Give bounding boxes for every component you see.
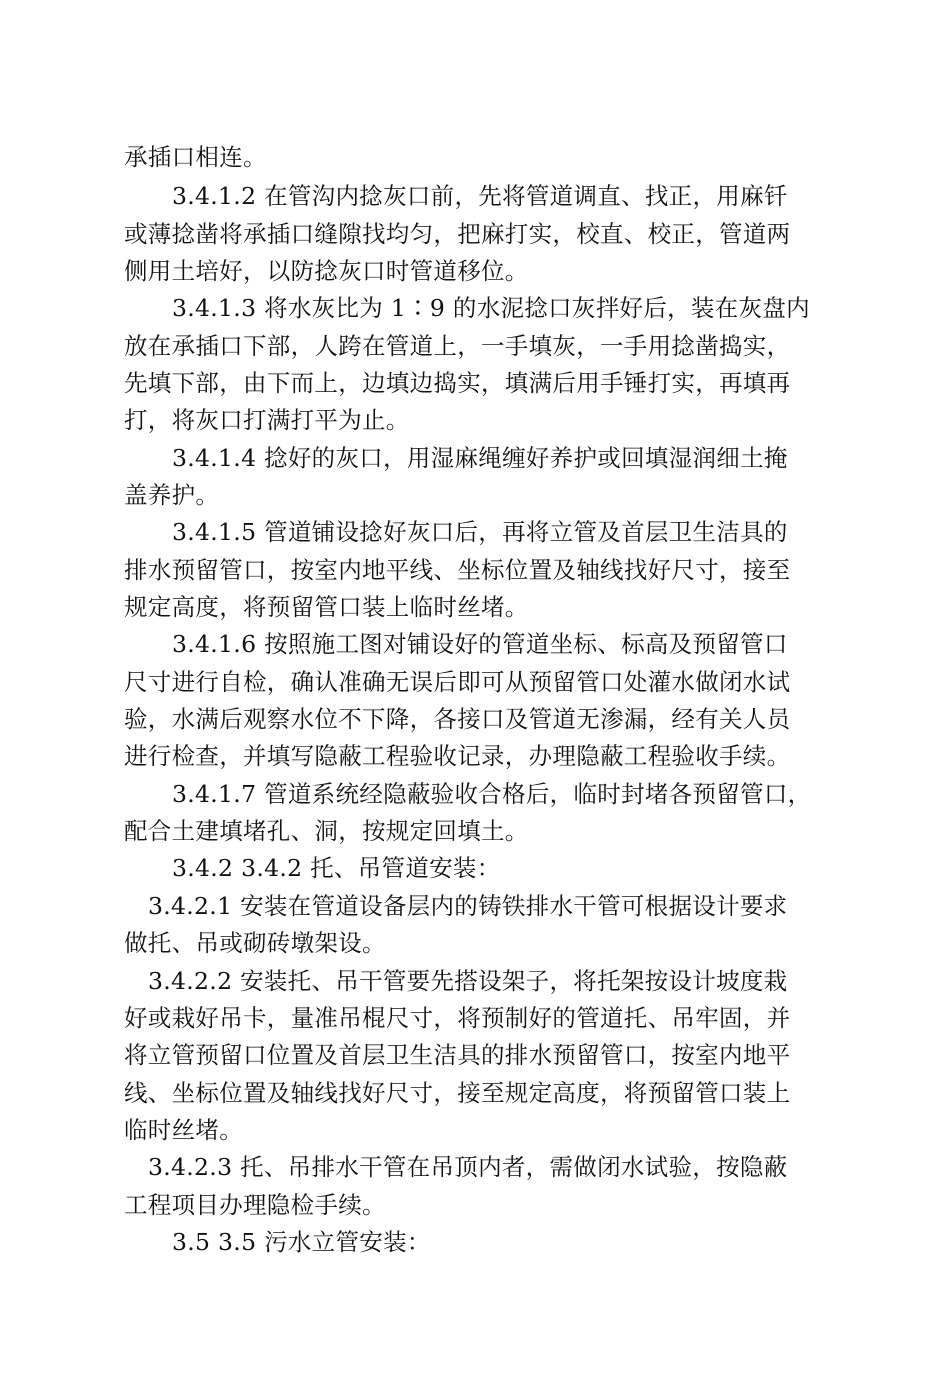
text-line: 线、坐标位置及轴线找好尺寸，接至规定高度，将预留管口装上 <box>124 1079 791 1107</box>
text-line: 盖养护。 <box>124 481 220 509</box>
text-line: 排水预留管口，按室内地平线、坐标位置及轴线找好尺寸，接至 <box>124 556 791 584</box>
text-line: 工程项目办理隐检手续。 <box>124 1191 386 1219</box>
text-line: 3.4.1.2 在管沟内捻灰口前，先将管道调直、找正，用麻钎 <box>172 182 788 210</box>
text-line: 验，水满后观察水位不下降，各接口及管道无渗漏，经有关人员 <box>124 705 791 733</box>
text-line: 好或栽好吊卡，量准吊棍尺寸，将预制好的管道托、吊牢固，并 <box>124 1004 791 1032</box>
text-line: 3.4.1.6 按照施工图对铺设好的管道坐标、标高及预留管口 <box>172 630 788 658</box>
text-line: 3.4.2.3 托、吊排水干管在吊顶内者，需做闭水试验，按隐蔽 <box>148 1153 788 1181</box>
text-line: 3.4.2.1 安装在管道设备层内的铸铁排水干管可根据设计要求 <box>148 892 788 920</box>
section-heading: 3.4.2 3.4.2 托、吊管道安装： <box>172 854 501 882</box>
section-heading: 3.5 3.5 污水立管安装： <box>172 1228 431 1256</box>
text-line: 先填下部，由下而上，边填边捣实，填满后用手锤打实，再填再 <box>124 369 791 397</box>
text-line: 打，将灰口打满打平为止。 <box>124 406 410 434</box>
text-line: 将立管预留口位置及首层卫生洁具的排水预留管口，按室内地平 <box>124 1041 791 1069</box>
text-line: 临时丝堵。 <box>124 1116 243 1144</box>
text-line: 3.4.1.7 管道系统经隐蔽验收合格后，临时封堵各预留管口， <box>172 780 812 808</box>
text-line: 尺寸进行自检，确认准确无误后即可从预留管口处灌水做闭水试 <box>124 668 791 696</box>
text-line: 规定高度，将预留管口装上临时丝堵。 <box>124 593 529 621</box>
text-line: 3.4.1.3 将水灰比为 1∶9 的水泥捻口灰拌好后，装在灰盘内 <box>172 294 810 322</box>
text-line: 3.4.1.4 捻好的灰口，用湿麻绳缠好养护或回填湿润细土掩 <box>172 444 788 472</box>
text-line: 做托、吊或砌砖墩架设。 <box>124 929 386 957</box>
text-line: 进行检查，并填写隐蔽工程验收记录，办理隐蔽工程验收手续。 <box>124 742 791 770</box>
text-line: 放在承插口下部，人跨在管道上，一手填灰，一手用捻凿捣实， <box>124 332 791 360</box>
text-line: 配合土建填堵孔、洞，按规定回填土。 <box>124 817 529 845</box>
text-line: 承插口相连。 <box>124 143 267 171</box>
text-line: 3.4.2.2 安装托、吊干管要先搭设架子，将托架按设计坡度栽 <box>148 967 788 995</box>
text-line: 或薄捻凿将承插口缝隙找均匀，把麻打实，校直、校正，管道两 <box>124 220 791 248</box>
text-line: 侧用土培好，以防捻灰口时管道移位。 <box>124 257 529 285</box>
text-line: 3.4.1.5 管道铺设捻好灰口后，再将立管及首层卫生洁具的 <box>172 518 788 546</box>
